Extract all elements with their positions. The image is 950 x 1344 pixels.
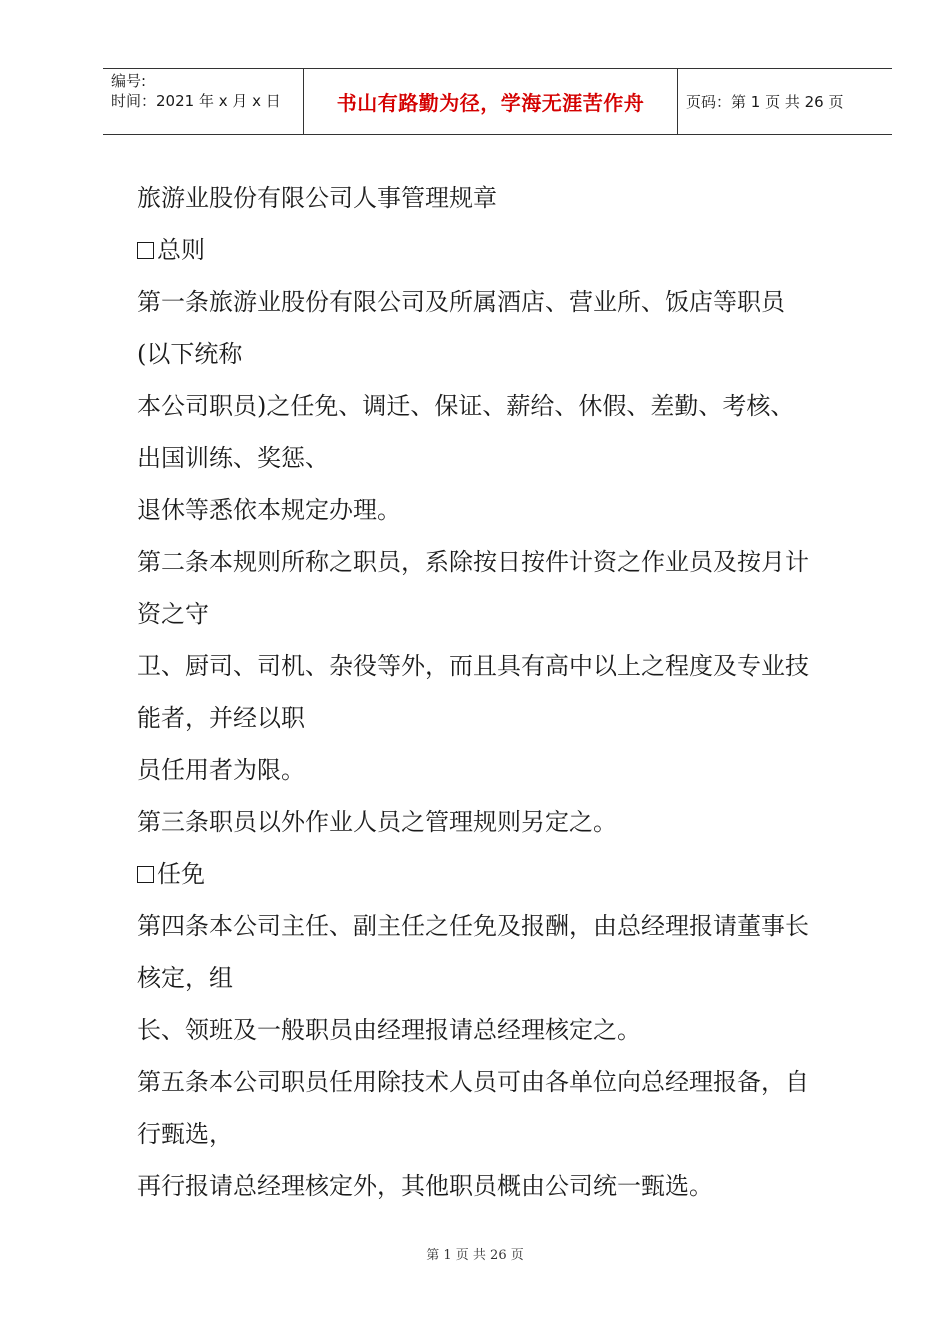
header-page-info: 页码：第 1 页 共 26 页: [686, 93, 844, 111]
section-heading-appointment: [137, 848, 867, 900]
text-line: 长、领班及一般职员由经理报请总经理核定之。: [137, 1016, 641, 1044]
text-line: 能者，并经以职: [137, 704, 305, 732]
text-line: 第一条旅游业股份有限公司及所属酒店、营业所、饭店等职员: [137, 288, 785, 316]
page-footer: [0, 1244, 950, 1263]
document-number-label: 编号:: [111, 72, 147, 90]
text-line: 资之守: [137, 600, 209, 628]
section-heading-general: [137, 224, 867, 276]
text-line: 行甄选，: [137, 1120, 233, 1148]
header-motto-cell: [304, 69, 678, 134]
text-line: 第二条本规则所称之职员，系除按日按件计资之作业员及按月计: [137, 548, 809, 576]
checkbox-square-icon: [137, 242, 154, 259]
text-line: 再行报请总经理核定外，其他职员概由公司统一甄选。: [137, 1172, 713, 1200]
page-header: [103, 68, 892, 135]
text-line: (以下统称: [137, 340, 243, 368]
text-line: 第三条职员以外作业人员之管理规则另定之。: [137, 808, 617, 836]
document-title: 旅游业股份有限公司人事管理规章: [137, 184, 497, 212]
text-line: 本公司职员)之任免、调迁、保证、薪给、休假、差勤、考核、: [137, 392, 795, 420]
footer-page-number: 第 1 页 共 26 页: [426, 1248, 524, 1263]
document-body: [137, 172, 867, 1212]
checkbox-square-icon: [137, 866, 154, 883]
text-line: 卫、厨司、司机、杂役等外，而且具有高中以上之程度及专业技: [137, 652, 809, 680]
text-line: 退休等悉依本规定办理。: [137, 496, 401, 524]
header-page-cell: [678, 69, 892, 134]
section-heading-label: 任免: [157, 860, 205, 888]
text-line: 核定，组: [137, 964, 233, 992]
header-meta-cell: [103, 69, 304, 134]
text-line: 第四条本公司主任、副主任之任免及报酬，由总经理报请董事长: [137, 912, 809, 940]
header-motto: 书山有路勤为径，学海无涯苦作舟: [336, 91, 645, 115]
text-line: 出国训练、奖惩、: [137, 444, 329, 472]
section-heading-label: 总则: [157, 236, 205, 264]
text-line: 第五条本公司职员任用除技术人员可由各单位向总经理报备，自: [137, 1068, 809, 1096]
text-line: 员任用者为限。: [137, 756, 305, 784]
document-time-label: 时间：2021 年 x 月 x 日: [111, 92, 281, 110]
